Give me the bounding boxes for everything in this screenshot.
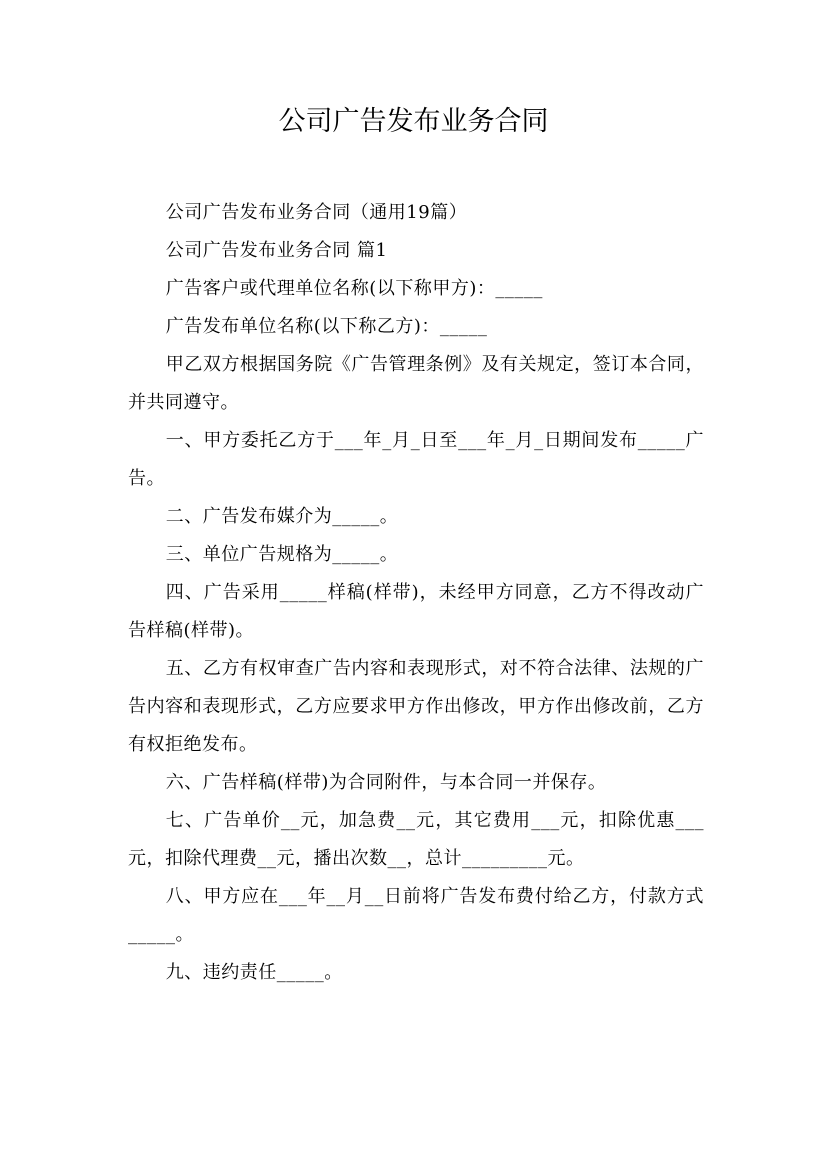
paragraph-preamble: 甲乙双方根据国务院《广告管理条例》及有关规定，签订本合同，并共同遵守。 [128, 354, 704, 413]
paragraph-clause-7: 七、广告单价__元，加急费__元，其它费用___元，扣除优惠___元，扣除代理费__元，播出次数__，总计_________元。 [128, 810, 704, 869]
paragraph-clause-3: 三、单位广告规格为_____。 [165, 544, 399, 565]
paragraph-clause-4: 四、广告采用_____样稿(样带)，未经甲方同意，乙方不得改动广告样稿(样带)。 [128, 582, 704, 641]
paragraph-clause-2: 二、广告发布媒介为_____。 [165, 506, 399, 527]
paragraph-party-b: 广告发布单位名称(以下称乙方)：_____ [165, 316, 488, 337]
paragraph-clause-1: 一、甲方委托乙方于___年_月_日至___年_月_日期间发布_____广告。 [128, 430, 704, 489]
paragraph-subtitle: 公司广告发布业务合同（通用19篇） [165, 202, 468, 223]
paragraph-clause-6: 六、广告样稿(样带)为合同附件，与本合同一并保存。 [165, 772, 607, 793]
document-body [128, 194, 704, 992]
document-title: 公司广告发布业务合同 [278, 106, 549, 137]
paragraph-section-heading: 公司广告发布业务合同 篇1 [165, 240, 388, 261]
paragraph-clause-5: 五、乙方有权审查广告内容和表现形式，对不符合法律、法规的广告内容和表现形式，乙方应要求甲方作出修改，甲方作出修改前，乙方有权拒绝发布。 [128, 658, 704, 755]
paragraph-clause-9: 九、违约责任_____。 [165, 962, 343, 983]
paragraph-clause-8: 八、甲方应在___年__月__日前将广告发布费付给乙方，付款方式_____。 [128, 886, 704, 945]
paragraph-party-a: 广告客户或代理单位名称(以下称甲方)：_____ [165, 278, 543, 299]
